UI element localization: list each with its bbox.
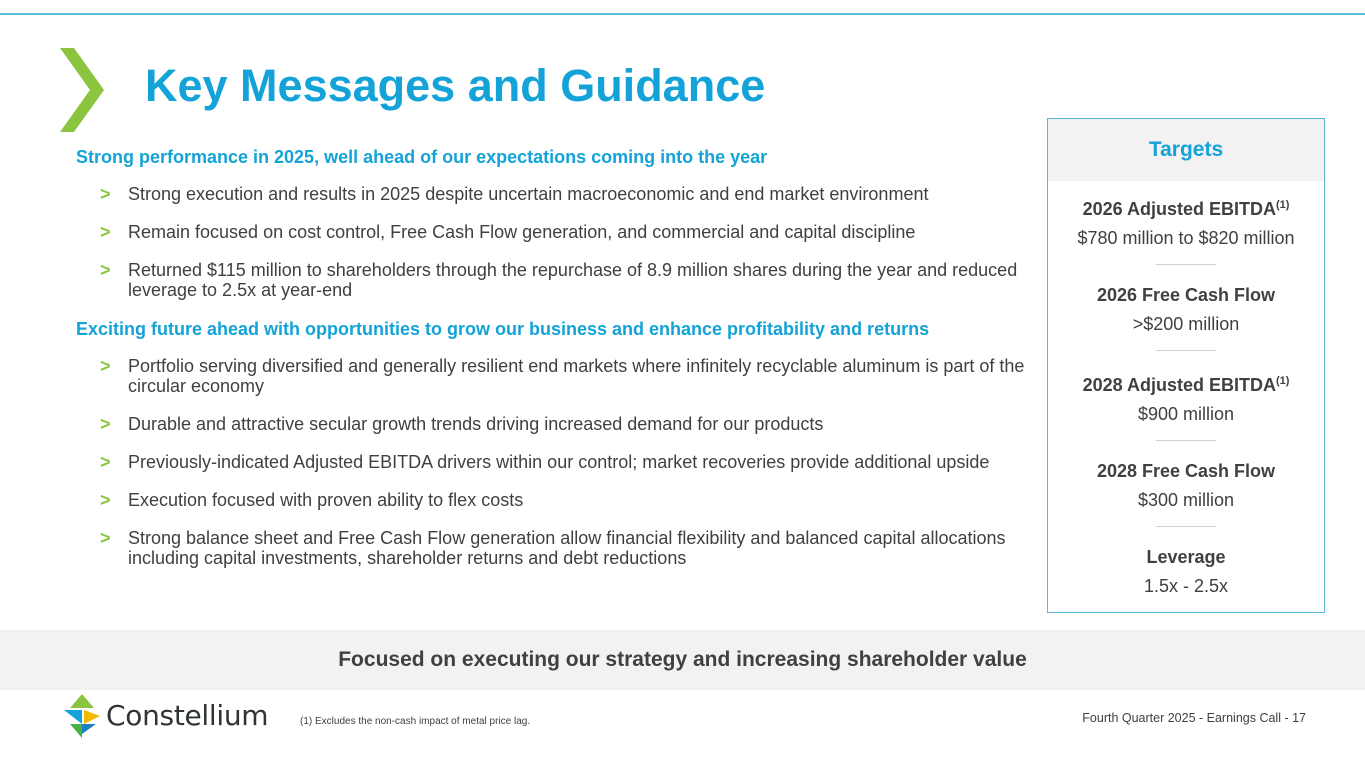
bullet-marker: > [100, 528, 111, 548]
footnote: (1) Excludes the non-cash impact of metal price lag. [300, 716, 531, 727]
target-item [1048, 369, 1324, 426]
bullet-marker: > [100, 184, 111, 204]
bullet-item: > Strong execution and results in 2025 despite uncertain macroeconomic and end market environment [100, 184, 929, 204]
bullet-item: > Execution focused with proven ability to flex costs [100, 490, 524, 510]
target-label: 2026 Adjusted EBITDA$^{(1)}$ [1082, 199, 1290, 219]
target-value: $780 million to $820 million [1077, 228, 1295, 248]
target-label: 2028 Free Cash Flow [1096, 461, 1276, 481]
bullet-item: > Returned $115 million to shareholders through the repurchase of 8.9 million shares during the year and reduced leverage to 2.5x at year-end [100, 260, 1018, 300]
page-footer: Fourth Quarter 2025 - Earnings Call - 17 [1082, 711, 1306, 725]
constellium-logo-icon [62, 694, 102, 738]
target-label: 2028 Adjusted EBITDA$^{(1)}$ [1082, 375, 1290, 395]
target-value: $900 million [1137, 404, 1235, 424]
target-item [1048, 545, 1324, 598]
target-item [1048, 193, 1324, 250]
targets-panel [1047, 118, 1325, 613]
divider [1156, 526, 1216, 527]
bullet-item: > Remain focused on cost control, Free Cash Flow generation, and commercial and capital discipline [100, 222, 916, 242]
bullet-marker: > [100, 222, 111, 242]
bullet-item: > Previously-indicated Adjusted EBITDA drivers within our control; market recoveries provide additional upside [100, 452, 990, 472]
bullet-marker: > [100, 452, 111, 472]
target-value: $300 million [1137, 490, 1235, 510]
divider [1156, 440, 1216, 441]
target-value: >$200 million [1132, 314, 1240, 334]
summary-banner: Focused on executing our strategy and increasing shareholder value [0, 630, 1365, 690]
bullet-item: > Strong balance sheet and Free Cash Flow generation allow financial flexibility and balanced capital allocations including capital investments, shareholder returns and debt reductions [100, 528, 1006, 568]
target-label: 2026 Free Cash Flow [1096, 285, 1276, 305]
target-item [1048, 459, 1324, 512]
page-title: Key Messages and Guidance [145, 60, 766, 111]
key-messages [76, 146, 1036, 586]
bullet-marker: > [100, 356, 111, 376]
bullet-marker: > [100, 260, 111, 280]
bullet-marker: > [100, 414, 111, 434]
target-item [1048, 283, 1324, 336]
bullet-item: > Portfolio serving diversified and generally resilient end markets where infinitely recyclable aluminum is part of the circular economy [100, 356, 1025, 396]
section-heading: Strong performance in 2025, well ahead of our expectations coming into the year [76, 147, 768, 167]
top-rule [0, 13, 1365, 15]
section-heading: Exciting future ahead with opportunities to grow our business and enhance profitability and returns [76, 319, 930, 339]
divider [1156, 350, 1216, 351]
target-label: Leverage [1146, 547, 1226, 567]
divider [1156, 264, 1216, 265]
target-value: 1.5x - 2.5x [1143, 576, 1229, 596]
targets-heading: Targets [1048, 119, 1324, 181]
bullet-marker: > [100, 490, 111, 510]
bullet-item: > Durable and attractive secular growth trends driving increased demand for our products [100, 414, 824, 434]
logo-wordmark: Constellium [106, 699, 269, 732]
chevron-right-icon [60, 48, 104, 132]
